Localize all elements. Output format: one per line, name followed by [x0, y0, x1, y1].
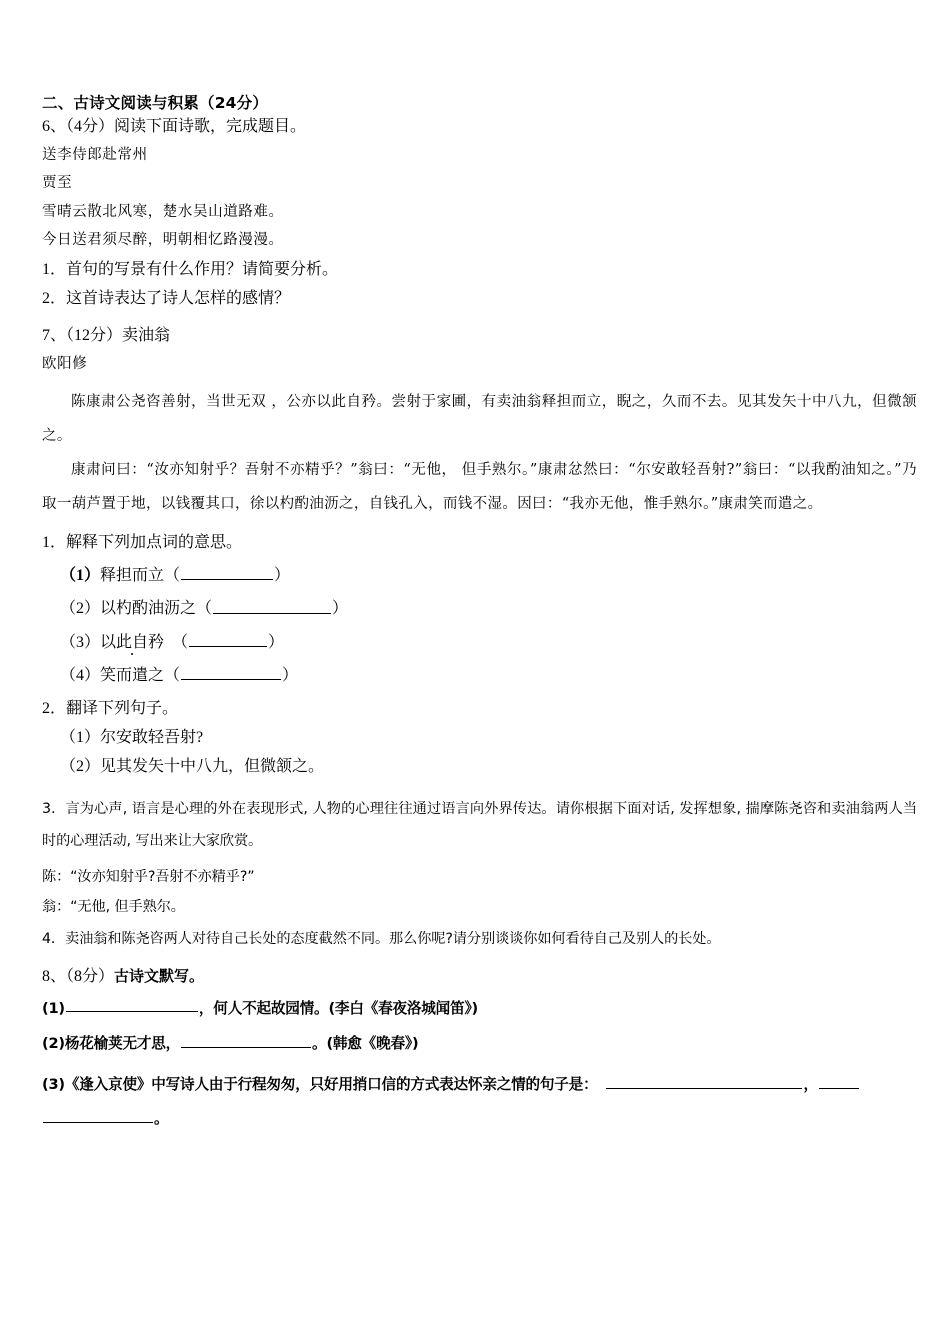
question-7-sub-3: 3．言为心声, 语言是心理的外在表现形式, 人物的心理往往通过语言向外界传达。请你根据下面对话, 发挥想象, 揣摩陈尧咨和卖油翁两人当时的心理活动, 写出来让大家欣赏。	[42, 801, 917, 849]
explain-item-1-blank[interactable]	[181, 564, 273, 580]
explain-item-4-paren-close: ）	[282, 667, 299, 684]
explain-item-4	[60, 664, 917, 684]
explain-item-4-text: 笑而遣之	[100, 667, 165, 684]
question-6-prompt: 6、（4分）阅读下面诗歌，完成题目。	[42, 117, 307, 135]
recitation-item-2	[42, 1033, 917, 1051]
explain-item-2-paren-close: ）	[332, 600, 349, 618]
question-8-number: 8、（8分）	[42, 967, 115, 985]
passage-paragraph-2: 康肃问曰：“汝亦知射乎？吾射不亦精乎？”翁曰：“无他， 但手熟尔。”康肃忿然曰：“尔安敢轻吾射?”翁曰：“以我酌油知之。”乃取一葫芦置于地，以钱覆其口，徐以杓酌油沥之，自钱孔入，而钱不湿。因曰：“我亦无他，惟手熟尔。”康肃笑而遣之。	[42, 462, 917, 513]
explain-item-3-text: 以此自矜	[100, 633, 165, 651]
question-7-sub-1-title: 1．解释下列加点词的意思。	[42, 534, 243, 552]
question-8-prompt	[42, 966, 917, 985]
recitation-item-2-text-post: 。(韩愈《晚春》)	[312, 1034, 419, 1052]
explain-item-3	[60, 631, 917, 651]
dialogue-chen: 陈：“汝亦知射乎?吾射不亦精乎?”	[42, 868, 255, 885]
recitation-item-3-blank-2a[interactable]	[819, 1075, 859, 1090]
recitation-item-1	[42, 998, 917, 1016]
recitation-item-1-number: (1)	[42, 999, 65, 1017]
passage-paragraph-1: 陈康肃公尧咨善射，当世无双 ，公亦以此自矜。尝射于家圃，有卖油翁释担而立，睨之，久而不去。见其发矢十中八九，但微颔之。	[42, 394, 917, 445]
poem-title: 送李侍郎赴常州	[42, 146, 148, 163]
translate-item-1: （1）尔安敢轻吾射?	[60, 729, 204, 746]
recitation-item-1-blank[interactable]	[66, 998, 198, 1013]
section-heading: 二、古诗文阅读与积累（24分）	[42, 94, 269, 112]
explain-item-1-paren-close: ）	[274, 567, 291, 585]
explain-item-1-paren-open: （	[164, 567, 181, 585]
recitation-item-3	[42, 1068, 917, 1135]
explain-item-2	[60, 597, 917, 617]
question-7-prompt: 7、（12分）卖油翁	[42, 326, 171, 344]
recitation-item-3-blank-2b[interactable]	[43, 1108, 153, 1123]
explain-item-3-number: （3）	[60, 633, 101, 651]
recitation-item-3-blank-1[interactable]	[606, 1075, 802, 1090]
explain-item-3-blank[interactable]	[189, 631, 267, 647]
question-7-sub-2-title: 2．翻译下列句子。	[42, 700, 179, 717]
recitation-item-3-text: (3)《逢入京使》中写诗人由于行程匆匆，只好用捎口信的方式表达怀亲之情的句子是：	[42, 1076, 598, 1094]
explain-item-4-paren-open: （	[164, 667, 181, 684]
explain-item-4-number: （4）	[60, 667, 101, 684]
explain-item-1-text: 释担而立	[100, 567, 165, 585]
recitation-item-3-comma: ，	[803, 1076, 818, 1094]
recitation-item-1-text: ，何人不起故园情。(李白《春夜洛城闻笛》)	[198, 999, 479, 1017]
explain-item-3-paren-open: （	[172, 633, 189, 651]
question-8-title: 古诗文默写。	[114, 966, 205, 985]
explain-item-2-number: （2）	[60, 600, 101, 618]
recitation-item-2-blank[interactable]	[181, 1033, 311, 1048]
document-body	[42, 96, 917, 1136]
dialogue-weng: 翁：“无他, 但手熟尔。	[42, 899, 185, 916]
explain-item-4-blank[interactable]	[181, 664, 281, 680]
recitation-item-2-text-pre: (2)杨花榆荚无才思，	[42, 1034, 181, 1052]
poem-author: 贾至	[42, 175, 73, 191]
passage-author: 欧阳修	[42, 355, 88, 372]
explain-item-2-text: 以杓酌油沥之	[100, 600, 197, 618]
explain-item-1	[60, 564, 917, 584]
explain-item-2-blank[interactable]	[213, 597, 331, 613]
poem-line-1: 雪晴云散北风寒，楚水吴山道路难。	[42, 203, 284, 220]
question-6-sub-1: 1．首句的写景有什么作用？请简要分析。	[42, 260, 339, 278]
explain-item-2-paren-open: （	[196, 600, 213, 618]
poem-line-2: 今日送君须尽醉，明朝相忆路漫漫。	[42, 232, 284, 248]
recitation-item-3-period: 。	[154, 1109, 169, 1127]
question-6-sub-2: 2．这首诗表达了诗人怎样的感情？	[42, 289, 291, 307]
explain-item-1-number: （1）	[60, 567, 101, 585]
question-7-sub-4: 4．卖油翁和陈尧咨两人对待自己长处的态度截然不同。那么你呢?请分别谈谈你如何看待自己及别人的长处。	[42, 931, 721, 948]
explain-item-3-paren-close: ）	[268, 633, 285, 651]
translate-item-2: （2）见其发矢十中八九，但微颔之。	[60, 758, 325, 775]
